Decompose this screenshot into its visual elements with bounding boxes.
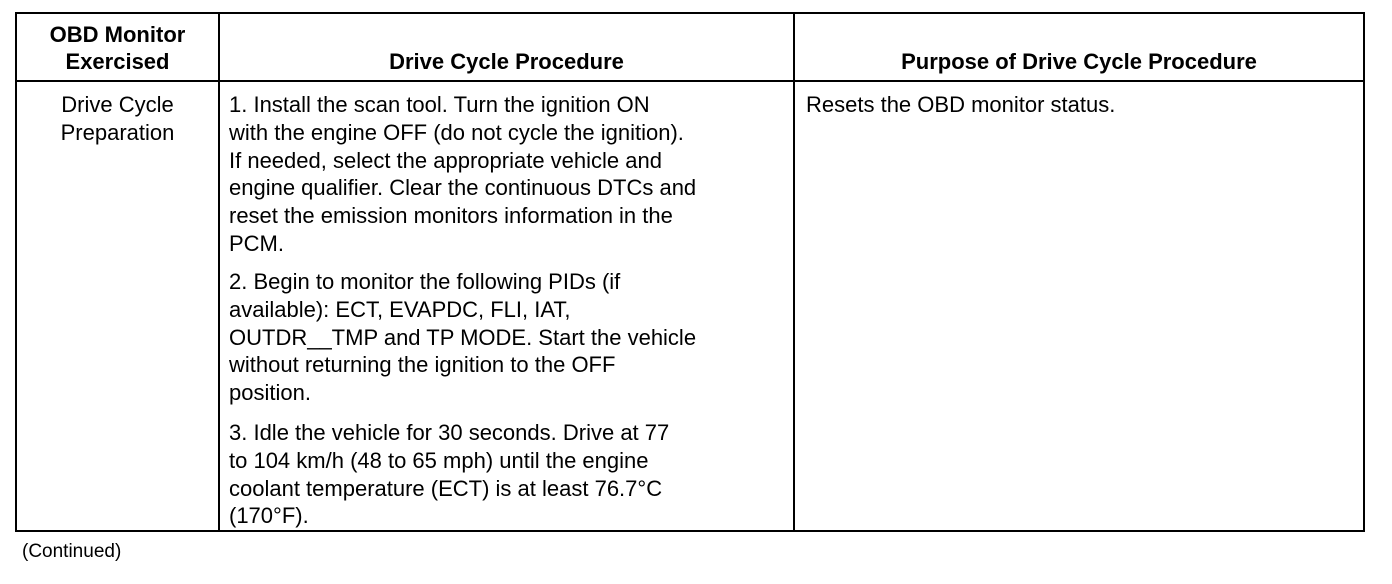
purpose-cell: Resets the OBD monitor status. [806,92,1116,117]
step-line: reset the emission monitors information in the [229,203,673,229]
step-line: 3. Idle the vehicle for 30 seconds. Drive at 77 [229,420,670,445]
column-divider [793,14,795,530]
monitor-name-line: Preparation [60,119,175,145]
procedure-step-1 [229,91,696,258]
step-line: If needed, select the appropriate vehicle and [229,147,662,173]
procedure-step-3 [229,419,669,530]
header-line: Exercised [65,49,170,74]
procedure-step-2 [229,268,696,407]
header-obd-monitor-exercised [17,21,218,75]
step-line: 1. Install the scan tool. Turn the ignition ON [229,92,650,117]
step-line: PCM. [229,230,284,256]
header-divider [17,80,1363,82]
step-line: with the engine OFF (do not cycle the ignition). [229,119,684,145]
header-purpose: Purpose of Drive Cycle Procedure [901,49,1257,74]
continued-note: (Continued) [22,541,122,562]
step-line: without returning the ignition to the OFF [229,352,616,378]
header-drive-cycle-procedure: Drive Cycle Procedure [389,49,624,74]
step-line: engine qualifier. Clear the continuous DTCs and [229,175,697,201]
step-line: position. [229,380,311,406]
step-line: coolant temperature (ECT) is at least 76.7°C [229,475,663,501]
step-line: (170°F). [229,503,309,529]
monitor-name-line: Drive Cycle [61,92,174,117]
step-line: available): ECT, EVAPDC, FLI, IAT, [229,296,571,322]
column-divider [218,14,220,530]
step-line: OUTDR__TMP and TP MODE. Start the vehicle [229,324,697,350]
drive-cycle-table [15,12,1365,532]
step-line: 2. Begin to monitor the following PIDs (if [229,269,621,294]
header-line: OBD Monitor [49,22,186,47]
step-line: to 104 km/h (48 to 65 mph) until the engine [229,447,649,473]
monitor-name-cell [17,91,218,146]
